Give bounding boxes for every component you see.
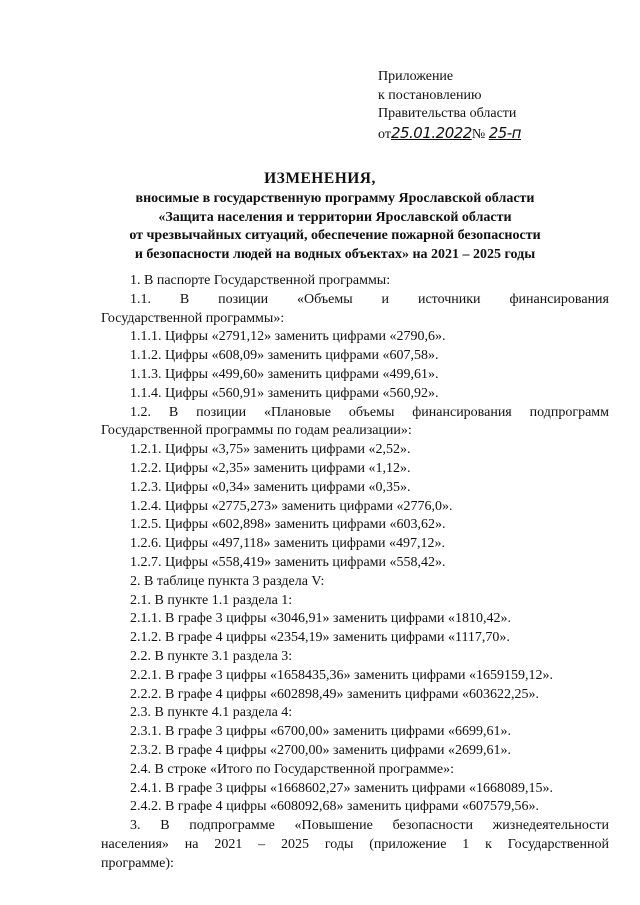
paragraph: Государственной программы»: <box>101 310 285 326</box>
handwritten-date: 25.01.2022 <box>390 123 472 142</box>
paragraph: 2.3.1. В графе 3 цифры «6700,00» заменить цифрами «6699,61». <box>130 724 511 740</box>
paragraph: 1.1.4. Цифры «560,91» заменить цифрами «560,92». <box>130 385 439 401</box>
subtitle-line: «Защита населения и территории Ярославской области <box>158 209 512 225</box>
paragraph: 1.2.3. Цифры «0,34» заменить цифрами «0,35». <box>130 479 411 495</box>
paragraph: программе): <box>101 855 174 871</box>
number-sign: № <box>471 126 486 142</box>
paragraph: 2.3.2. В графе 4 цифры «2700,00» заменить цифрами «2699,61». <box>130 742 511 758</box>
paragraph: 1.1. В позиции «Объемы и источники финансирования <box>130 291 609 307</box>
appendix-block <box>378 68 521 144</box>
paragraph: 1.2.1. Цифры «3,75» заменить цифрами «2,52». <box>130 442 411 458</box>
document-body <box>101 272 609 874</box>
document-subtitle <box>100 190 570 264</box>
paragraph: 1.2.4. Цифры «2775,273» заменить цифрами «2776,0». <box>130 498 453 514</box>
paragraph: 2.4. В строке «Итого по Государственной программе»: <box>130 761 454 777</box>
paragraph: 2. В таблице пункта 3 раздела V: <box>130 573 325 589</box>
subtitle-line: и безопасности людей на водных объектах» на 2021 – 2025 годы <box>134 246 536 262</box>
paragraph: 2.4.1. В графе 3 цифры «1668602,27» заменить цифрами «1668089,15». <box>130 780 553 796</box>
paragraph: 1.1.3. Цифры «499,60» заменить цифрами «499,61». <box>130 366 439 382</box>
paragraph: 1.2.6. Цифры «497,118» заменить цифрами «497,12». <box>130 536 445 552</box>
appendix-line-1: Приложение <box>378 69 454 84</box>
paragraph: 2.1. В пункте 1.1 раздела 1: <box>130 592 293 608</box>
paragraph: 1. В паспорте Государственной программы: <box>130 273 391 288</box>
appendix-line-2: к постановлению <box>378 87 482 103</box>
paragraph: 2.2. В пункте 3.1 раздела 3: <box>130 648 293 664</box>
paragraph: 2.4.2. В графе 4 цифры «608092,68» заменить цифрами «607579,56». <box>130 799 539 815</box>
subtitle-line: вносимые в государственную программу Ярославской области <box>135 191 535 206</box>
paragraph: 2.2.1. В графе 3 цифры «1658435,36» заменить цифрами «1659159,12». <box>130 667 553 683</box>
paragraph: 3. В подпрограмме «Повышение безопасности жизнедеятельности <box>130 818 609 834</box>
paragraph: 2.2.2. В графе 4 цифры «602898,49» заменить цифрами «603622,25». <box>130 686 539 702</box>
paragraph: Государственной программы по годам реализации»: <box>101 423 412 439</box>
paragraph: 1.2. В позиции «Плановые объемы финансирования подпрограмм <box>130 404 609 420</box>
paragraph: 1.2.5. Цифры «602,898» заменить цифрами «603,62». <box>130 517 446 533</box>
paragraph: населения» на 2021 – 2025 годы (приложение 1 к Государственной <box>101 836 609 852</box>
subtitle-line: от чрезвычайных ситуаций, обеспечение пожарной безопасности <box>129 228 541 243</box>
document-title: ИЗМЕНЕНИЯ, <box>264 170 376 187</box>
appendix-line-3: Правительства области <box>378 106 517 121</box>
paragraph: 2.1.2. В графе 4 цифры «2354,19» заменить цифрами «1117,70». <box>130 630 510 646</box>
from-label: от <box>378 126 391 142</box>
paragraph: 2.3. В пункте 4.1 раздела 4: <box>130 705 293 721</box>
appendix-date-line <box>378 124 521 145</box>
paragraph: 1.1.2. Цифры «608,09» заменить цифрами «607,58». <box>130 348 439 364</box>
handwritten-number: 25-п <box>488 123 521 142</box>
paragraph: 2.1.1. В графе 3 цифры «3046,91» заменить цифрами «1810,42». <box>130 611 511 627</box>
paragraph: 1.2.2. Цифры «2,35» заменить цифрами «1,12». <box>130 460 411 476</box>
paragraph: 1.1.1. Цифры «2791,12» заменить цифрами «2790,6». <box>130 329 446 345</box>
paragraph: 1.2.7. Цифры «558,419» заменить цифрами «558,42». <box>130 554 446 570</box>
